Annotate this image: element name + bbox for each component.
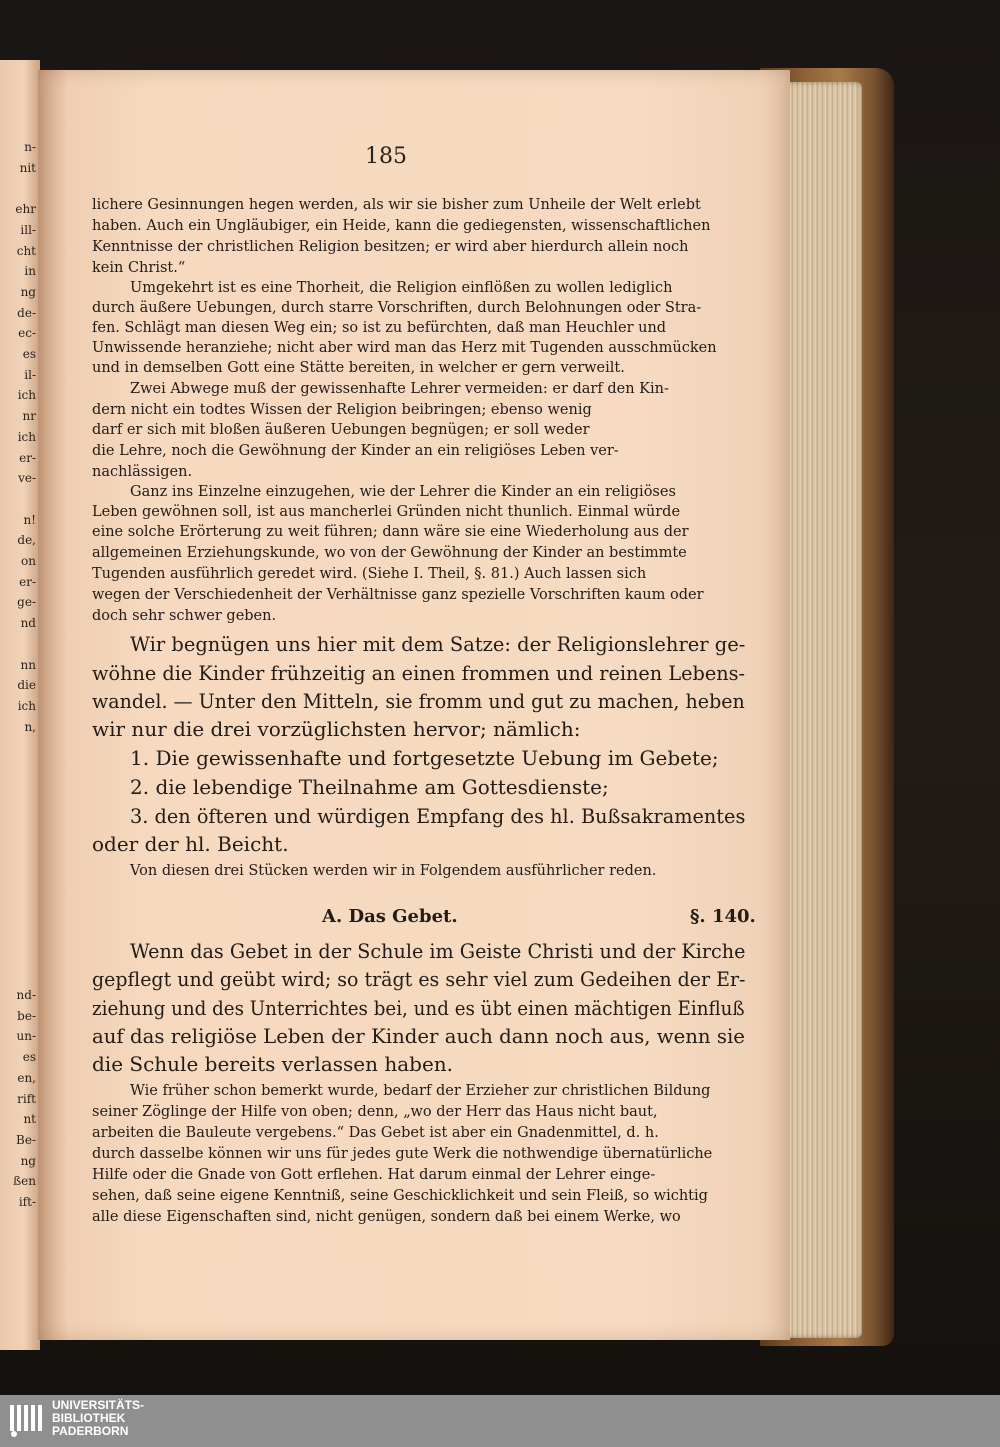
library-name: [52, 1399, 144, 1438]
text-line: Tugenden ausführlich geredet wird. (Siehe I. Theil, §. 81.) Auch lassen sich: [92, 566, 647, 582]
left-page-fragment: n,: [24, 719, 36, 734]
left-page-fragment: n-: [24, 140, 36, 154]
page-edges: [784, 82, 862, 1338]
left-page-fragment: en,: [17, 1070, 36, 1085]
left-page-fragment: ill-: [20, 222, 36, 237]
text-line: allgemeinen Erziehungskunde, wo von der Gewöhnung der Kinder an bestimmte: [92, 545, 687, 561]
left-page-fragment: de-: [17, 305, 36, 320]
left-page-fragment: er-: [19, 574, 36, 589]
text-line: Leben gewöhnen soll, ist aus mancherlei Gründen nicht thunlich. Einmal würde: [92, 504, 681, 520]
text-line: ziehung und des Unterrichtes bei, und es übt einen mächtigen Einfluß: [92, 996, 745, 1020]
library-name-line: UNIVERSITÄTS-: [52, 1398, 145, 1412]
left-page-fragment: n!: [23, 512, 36, 527]
text-line: Wenn das Gebet in der Schule im Geiste Christi und der Kirche: [130, 939, 746, 963]
text-line: durch dasselbe können wir uns für jedes gute Werk die nothwendige übernatürliche: [92, 1146, 713, 1162]
left-page-fragment: be-: [17, 1008, 36, 1023]
left-page-fragment: ich: [17, 388, 36, 403]
left-page-fragment: nn: [20, 657, 36, 672]
text-line: Unwissende heranziehe; nicht aber wird man das Herz mit Tugenden ausschmücken: [92, 340, 717, 356]
text-line: die Schule bereits verlassen haben.: [92, 1052, 454, 1076]
library-name-line: PADERBORN: [52, 1424, 129, 1438]
left-page: [0, 60, 40, 1350]
page-number: 185: [365, 144, 407, 169]
text-line: Hilfe oder die Gnade von Gott erflehen. Hat darum einmal der Lehrer einge-: [92, 1167, 656, 1183]
left-page-fragment: Be-: [16, 1132, 36, 1147]
text-line: Kenntnisse der christlichen Religion besitzen; er wird aber hierdurch allein noch: [92, 239, 689, 255]
left-page-fragment: ve-: [18, 471, 36, 486]
text-line: lichere Gesinnungen hegen werden, als wir sie bisher zum Unheile der Welt erlebt: [92, 197, 701, 213]
left-page-fragment: de,: [17, 533, 36, 548]
text-line: durch äußere Uebungen, durch starre Vorschriften, durch Belohnungen oder Stra-: [92, 300, 702, 316]
left-page-fragment: ge-: [17, 595, 36, 610]
text-line: gepflegt und geübt wird; so trägt es sehr viel zum Gedeihen der Er-: [92, 967, 746, 991]
text-line: dern nicht ein todtes Wissen der Religion beibringen; ebenso wenig: [92, 402, 592, 418]
left-page-fragment: es: [22, 1050, 36, 1065]
library-logo-icon: [8, 1401, 48, 1441]
left-page-fragment: es: [22, 347, 36, 361]
list-item: 3. den öfteren und würdigen Empfang des hl. Bußsakramentes: [130, 804, 746, 828]
left-page-fragment: ift-: [18, 1195, 36, 1209]
text-line: haben. Auch ein Ungläubiger, ein Heide, kann die gediegensten, wissenschaftlichen: [92, 218, 711, 234]
left-page-fragment: die: [17, 678, 36, 693]
left-page-fragment: nt: [23, 1112, 36, 1127]
text-line: auf das religiöse Leben der Kinder auch dann noch aus, wenn sie: [92, 1024, 745, 1048]
text-line: Umgekehrt ist es eine Thorheit, die Religion einflößen zu wollen lediglich: [130, 280, 673, 296]
section-number: §. 140.: [690, 906, 756, 927]
text-line: seiner Zöglinge der Hilfe von oben; denn, „wo der Herr das Haus nicht baut,: [92, 1104, 658, 1120]
left-page-fragment: ec-: [18, 326, 36, 341]
list-item: 1. Die gewissenhafte und fortgesetzte Uebung im Gebete;: [130, 746, 719, 770]
left-page-fragment: ng: [20, 284, 36, 299]
text-line: Wir begnügen uns hier mit dem Satze: der Religionslehrer ge-: [130, 632, 746, 656]
left-page-fragment: ich: [17, 698, 36, 713]
left-page-fragment: ehr: [15, 202, 36, 217]
text-line: Ganz ins Einzelne einzugehen, wie der Lehrer die Kinder an ein religiöses: [130, 484, 676, 500]
left-page-fragment: nit: [19, 160, 36, 175]
text-line: Wie früher schon bemerkt wurde, bedarf der Erzieher zur christlichen Bildung: [130, 1083, 711, 1099]
text-line: darf er sich mit bloßen äußeren Uebungen begnügen; er soll weder: [92, 422, 590, 438]
text-line: Von diesen drei Stücken werden wir in Folgendem ausführlicher reden.: [130, 863, 657, 879]
left-page-fragment: un-: [16, 1029, 36, 1044]
text-line: arbeiten die Bauleute vergebens.“ Das Gebet ist aber ein Gnadenmittel, d. h.: [92, 1125, 659, 1141]
text-line: wir nur die drei vorzüglichsten hervor; nämlich:: [92, 717, 581, 741]
left-page-fragment: ich: [17, 429, 36, 444]
text-line: fen. Schlägt man diesen Weg ein; so ist zu befürchten, daß man Heuchler und: [92, 320, 667, 336]
left-page-fragment: cht: [16, 243, 36, 258]
left-page-fragment: nd: [20, 616, 36, 631]
left-page-fragment: ßen: [13, 1174, 36, 1189]
left-page-fragment: ng: [20, 1153, 36, 1168]
list-item: 2. die lebendige Theilnahme am Gottesdienste;: [130, 775, 609, 799]
left-page-fragment: il-: [24, 367, 36, 382]
text-line: sehen, daß seine eigene Kenntniß, seine Geschicklichkeit und sein Fleiß, so wichtig: [92, 1188, 708, 1204]
text-line: die Lehre, noch die Gewöhnung der Kinder an ein religiöses Leben ver-: [92, 443, 619, 459]
left-page-fragment: er-: [19, 450, 36, 465]
text-line: wöhne die Kinder frühzeitig an einen frommen und reinen Lebens-: [92, 661, 746, 685]
left-page-fragment: in: [24, 264, 36, 279]
text-line: und in demselben Gott eine Stätte bereiten, in welcher er gern verweilt.: [92, 360, 625, 376]
left-page-fragment: rift: [17, 1091, 36, 1106]
text-line: kein Christ.“: [92, 260, 186, 276]
left-page-fragment: nd-: [16, 988, 36, 1002]
text-line: nachlässigen.: [92, 464, 193, 480]
text-line: doch sehr schwer geben.: [92, 608, 277, 624]
text-line: Zwei Abwege muß der gewissenhafte Lehrer vermeiden: er darf den Kin-: [130, 381, 669, 397]
text-line: alle diese Eigenschaften sind, nicht genügen, sondern daß bei einem Werke, wo: [92, 1209, 681, 1225]
text-line: eine solche Erörterung zu weit führen; dann wäre sie eine Wiederholung aus der: [92, 524, 689, 540]
text-line: wegen der Verschiedenheit der Verhältnisse ganz spezielle Vorschriften kaum oder: [92, 587, 704, 603]
library-name-line: BIBLIOTHEK: [52, 1411, 126, 1425]
left-page-fragment: nr: [22, 409, 36, 424]
section-heading: A. Das Gebet.: [322, 906, 458, 927]
text-line: oder der hl. Beicht.: [92, 832, 289, 856]
library-footer: [0, 1395, 1000, 1447]
left-page-fragment: on: [21, 554, 36, 568]
text-line: wandel. — Unter den Mitteln, sie fromm und gut zu machen, heben: [92, 689, 745, 713]
